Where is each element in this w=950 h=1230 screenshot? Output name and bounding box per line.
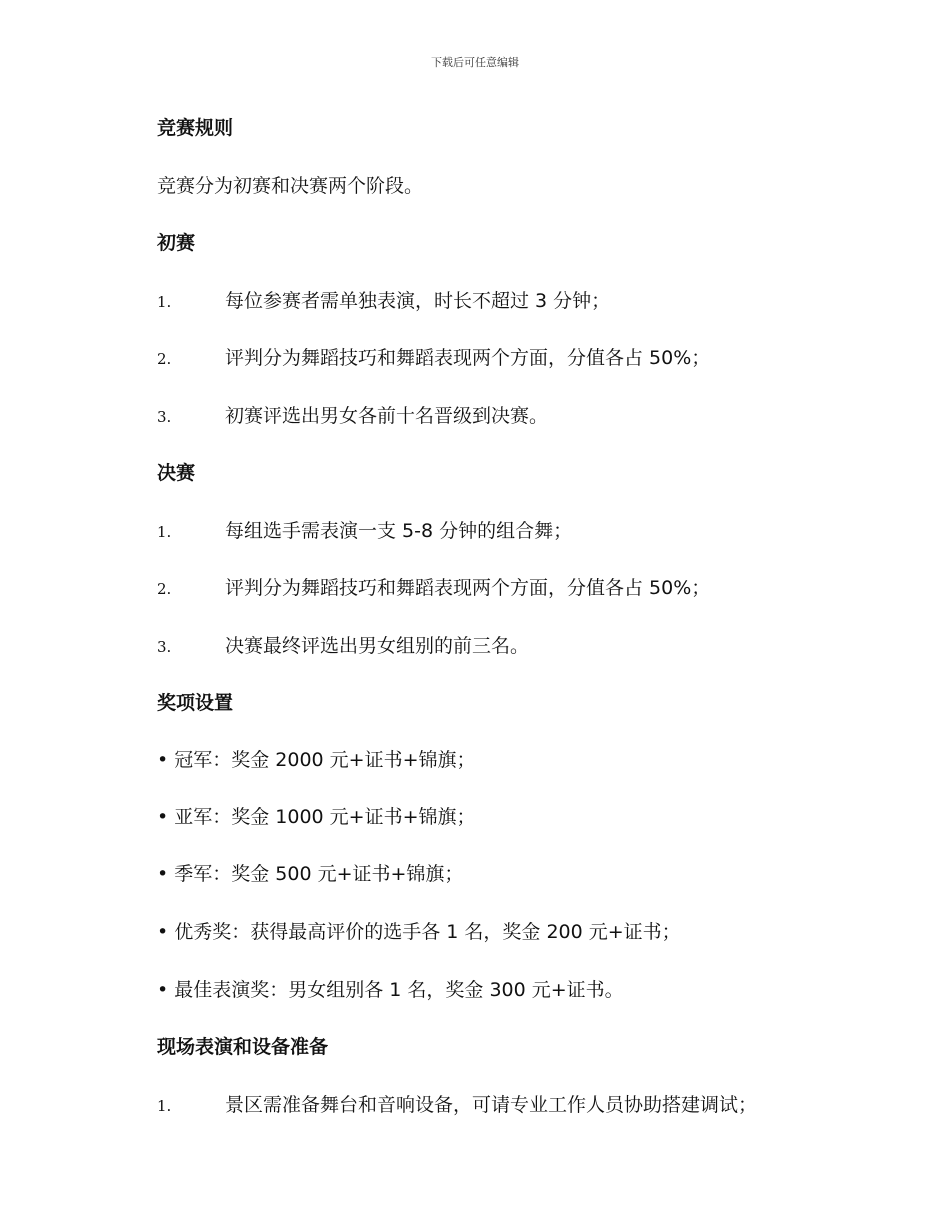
award-item: • 季军：奖金 500 元+证书+锦旗； xyxy=(157,863,464,885)
awards-heading: 奖项设置 xyxy=(157,692,234,714)
list-item-text: 决赛最终评选出男女组别的前三名。 xyxy=(225,635,530,657)
award-item: • 亚军：奖金 1000 元+证书+锦旗； xyxy=(157,806,476,828)
rules-heading: 竞赛规则 xyxy=(157,117,234,139)
page-header-note: 下载后可任意编辑 xyxy=(431,56,519,69)
list-number: 3. xyxy=(157,638,172,656)
list-number: 1. xyxy=(157,1097,172,1115)
final-item-2 xyxy=(157,574,710,603)
final-item-3 xyxy=(157,632,529,661)
award-item: • 最佳表演奖：男女组别各 1 名，奖金 300 元+证书。 xyxy=(157,979,624,1001)
prelim-item-1 xyxy=(157,287,610,316)
equipment-item-1 xyxy=(157,1091,757,1120)
list-item-text: 评判分为舞蹈技巧和舞蹈表现两个方面，分值各占 50%； xyxy=(225,577,711,599)
list-number: 1. xyxy=(157,523,172,541)
prelim-heading: 初赛 xyxy=(157,232,196,254)
list-number: 1. xyxy=(157,293,172,311)
list-number: 2. xyxy=(157,580,172,598)
list-item-text: 每位参赛者需单独表演，时长不超过 3 分钟； xyxy=(225,290,611,312)
list-item-text: 评判分为舞蹈技巧和舞蹈表现两个方面，分值各占 50%； xyxy=(225,347,711,369)
list-item-text: 初赛评选出男女各前十名晋级到决赛。 xyxy=(225,405,549,427)
final-item-1 xyxy=(157,517,572,546)
final-heading: 决赛 xyxy=(157,462,196,484)
list-number: 2. xyxy=(157,350,172,368)
list-number: 3. xyxy=(157,408,172,426)
prelim-item-2 xyxy=(157,344,710,373)
list-item-text: 景区需准备舞台和音响设备，可请专业工作人员协助搭建调试； xyxy=(225,1094,758,1116)
award-item: • 冠军：奖金 2000 元+证书+锦旗； xyxy=(157,749,476,771)
rules-intro: 竞赛分为初赛和决赛两个阶段。 xyxy=(157,175,424,197)
prelim-item-3 xyxy=(157,402,548,431)
award-item: • 优秀奖：获得最高评价的选手各 1 名，奖金 200 元+证书； xyxy=(157,921,681,943)
equipment-heading: 现场表演和设备准备 xyxy=(157,1036,329,1058)
list-item-text: 每组选手需表演一支 5-8 分钟的组合舞； xyxy=(225,520,573,542)
